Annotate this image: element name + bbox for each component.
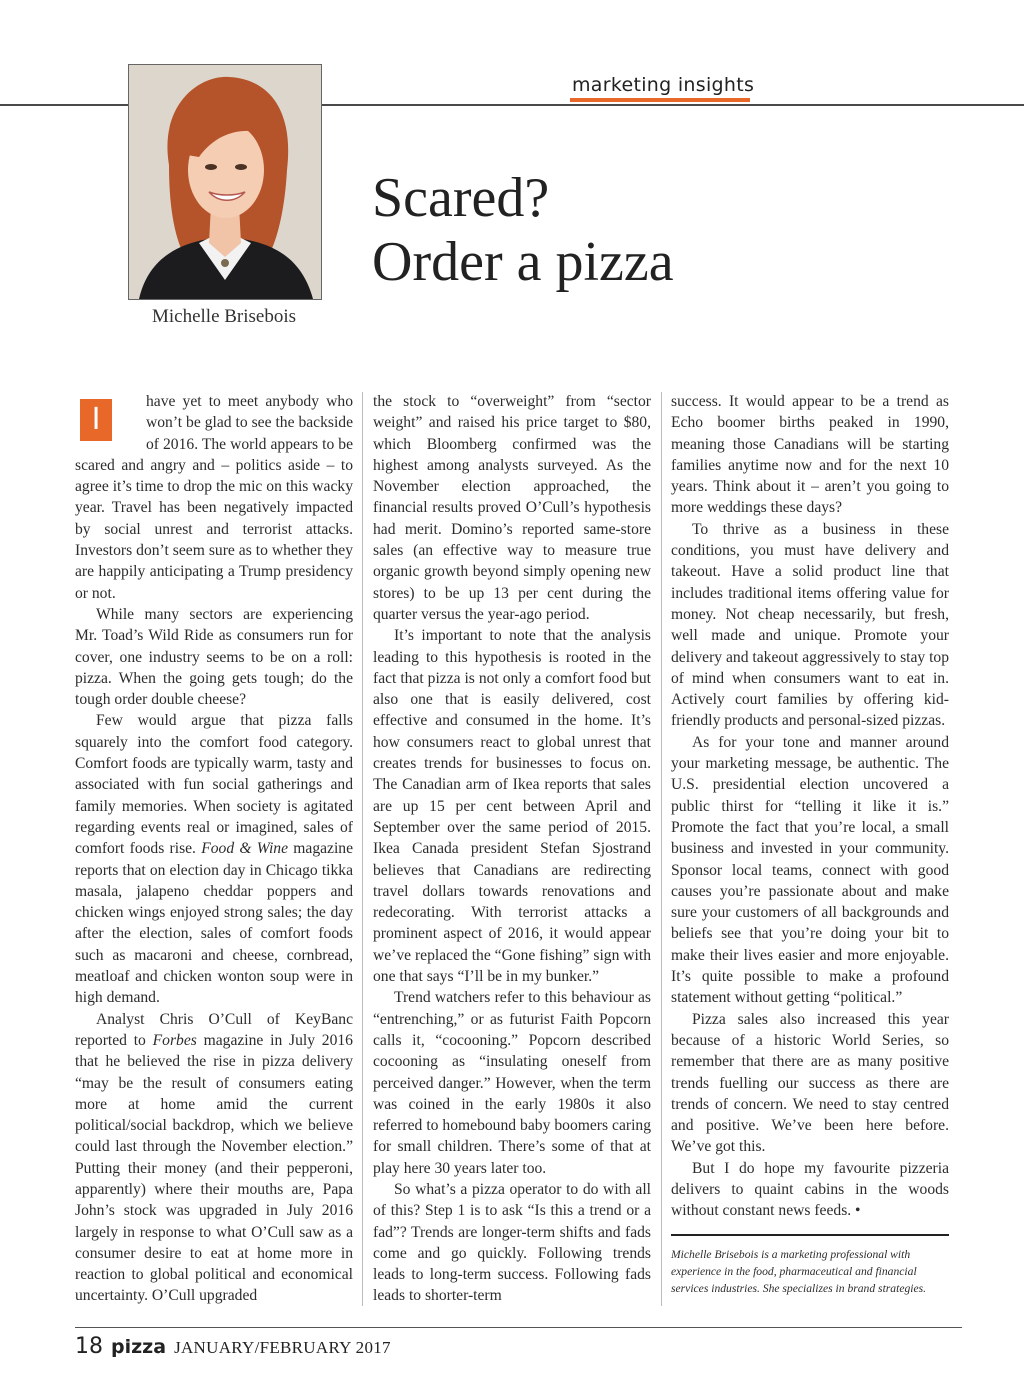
article-paragraph: the stock to “overweight” from “sector weight” and raised his price target to $80, which Bloomberg confirmed was the highest among analysts surveyed. As the November election approached, the financial results proved O’Cull’s hypothesis had merit. Domino’s reported same-store sales (an effective way to measure true organic growth beyond simply opening new stores) to be up 13 per cent during the quarter versus the year-ago period. (373, 393, 651, 623)
column-divider (661, 392, 662, 1306)
article-paragraph: So what’s a pizza operator to do with all of this? Step 1 is to ask “Is this a trend or a fad”? Trends are longer-term shifts and fads come and go quickly. Following trends leads to long-term success. Following fads leads to shorter-term (373, 1180, 651, 1305)
bio-rule (671, 1234, 949, 1236)
footer-rule (75, 1327, 962, 1328)
article-paragraph: Few would argue that pizza falls squarely into the comfort food category. Comfort foods are typically warm, tasty and associated with fun social gatherings and family memories. When society is agitated regarding events real or imagined, sales of comfort foods rise. Food & Wine magazine reports that on election day in Chicago tikka masala, jalapeno cheddar poppers and chicken wings enjoyed strong sales; the day after the election, sales of comfort foods such as macaroni and cheese, cornbread, meatloaf and chicken wonton soup were in high demand. (75, 712, 354, 1007)
drop-cap: I (80, 399, 112, 441)
article-paragraph: success. It would appear to be a trend as Echo boomer births peaked in 1990, meaning those Canadians will be starting families anytime now and for the next 10 years. Think about it – aren’t you going to more weddings these days? (671, 393, 949, 517)
article-paragraph: Trend watchers refer to this behaviour as “entrenching,” or as futurist Faith Popcorn calls it, “cocooning.” Popcorn described cocooning as “insulating oneself from perceived danger.” However, when the term was coined in the early 1980s it also referred to homebound baby boomers caring for small children. There’s some of that at play here 30 years later too. (373, 989, 651, 1177)
article-paragraph: Analyst Chris O’Cull of KeyBanc reported to Forbes magazine in July 2016 that he believed the rise in pizza delivery “may be the result of consumers eating more at home amid the current political/social backdrop, which we believe could last through the November election.” Putting their money (and their pepperoni, apparently) where their mouths are, Papa John’s stock was upgraded in July 2016 largely in response to what O’Cull saw as a consumer desire to eat at home more in reaction to global political and economical uncertainty. O’Cull upgraded (75, 1010, 353, 1305)
headline (372, 166, 674, 294)
author-bio: Michelle Brisebois is a marketing professional with experience in the food, pharmaceutical and financial services industries. She specializes in brand strategies. (671, 1247, 927, 1295)
article-paragraph: But I do hope my favourite pizzeria delivers to quaint cabins in the woods without constant news feeds. • (671, 1159, 949, 1220)
article-column-1 (75, 391, 353, 1307)
column-divider (362, 392, 363, 1306)
section-label: marketing insights (572, 74, 755, 96)
article-paragraph: While many sectors are experiencing Mr. Toad’s Wild Ride as consumers run for cover, one industry seems to be on a roll: pizza. When the going gets tough; do the tough order double cheese? (75, 605, 353, 709)
magazine-name: pizza (111, 1336, 167, 1358)
section-accent-bar (570, 98, 750, 102)
article-paragraph: It’s important to note that the analysis leading to this hypothesis is rooted in the fact that pizza is not only a comfort food but also one that is easily delivered, cost effective and consumed in the home. It’s how consumers react to global unrest that creates trends for businesses to focus on. The Canadian arm of Ikea reports that sales are up 15 per cent between April and September over the same period of 2015. Ikea Canada president Stefan Sjostrand believes that Canadians are redirecting travel dollars towards renovations and redecorating. With terrorist attacks a prominent aspect of 2016, it would appear we’ve replaced the “Gone fishing” sign with one that says “I’ll be in my bunker.” (373, 627, 651, 986)
page-footer (75, 1334, 391, 1359)
article-column-2 (373, 391, 651, 1307)
article-paragraph: As for your tone and manner around your marketing message, be authentic. The U.S. presidential election uncovered a public thirst for “telling it like it is.” Promote the fact that you’re local, a small business and invested in your community. Sponsor local teams, connect with good causes you’re passionate about and make sure your customers of all backgrounds and beliefs see that you’re doing your bit to make their lives easier and more enjoyable. It’s quite possible to make a profound statement without getting “political.” (671, 733, 949, 1007)
article-paragraph: To thrive as a business in these conditions, you must have delivery and takeout. Have a solid product line that includes traditional items offering value for money. Not cheap necessarily, but fresh, well made and unique. Promote your delivery and takeout aggressively to stay top of mind when consumers want to eat in. Actively court families by offering kid-friendly products and personal-sized pizzas. (671, 520, 950, 730)
page-number: 18 (75, 1334, 103, 1359)
article-paragraph: I have yet to meet anybody who won’t be glad to see the backside of 2016. The world appears to be scared and angry and – politics aside – to agree it’s time to drop the mic on this wacky year. Travel has been negatively impacted by social unrest and terrorist attacks. Investors don’t seem sure as to whether they are happily anticipating a Trump presidency or not. (75, 393, 353, 602)
headline-line-1: Scared? (372, 167, 550, 229)
article-paragraph: Pizza sales also increased this year because of a historic World Series, so remember that there are as many positive trends fuelling our success as there are trends of concern. We need to stay centred and positive. We’ve been here before. We’ve got this. (671, 1010, 949, 1156)
issue-date: JANUARY/FEBRUARY 2017 (174, 1338, 391, 1357)
article-column-3 (671, 391, 949, 1297)
author-portrait-photo (128, 64, 322, 300)
photo-caption: Michelle Brisebois (151, 306, 297, 327)
headline-line-2: Order a pizza (372, 231, 674, 293)
